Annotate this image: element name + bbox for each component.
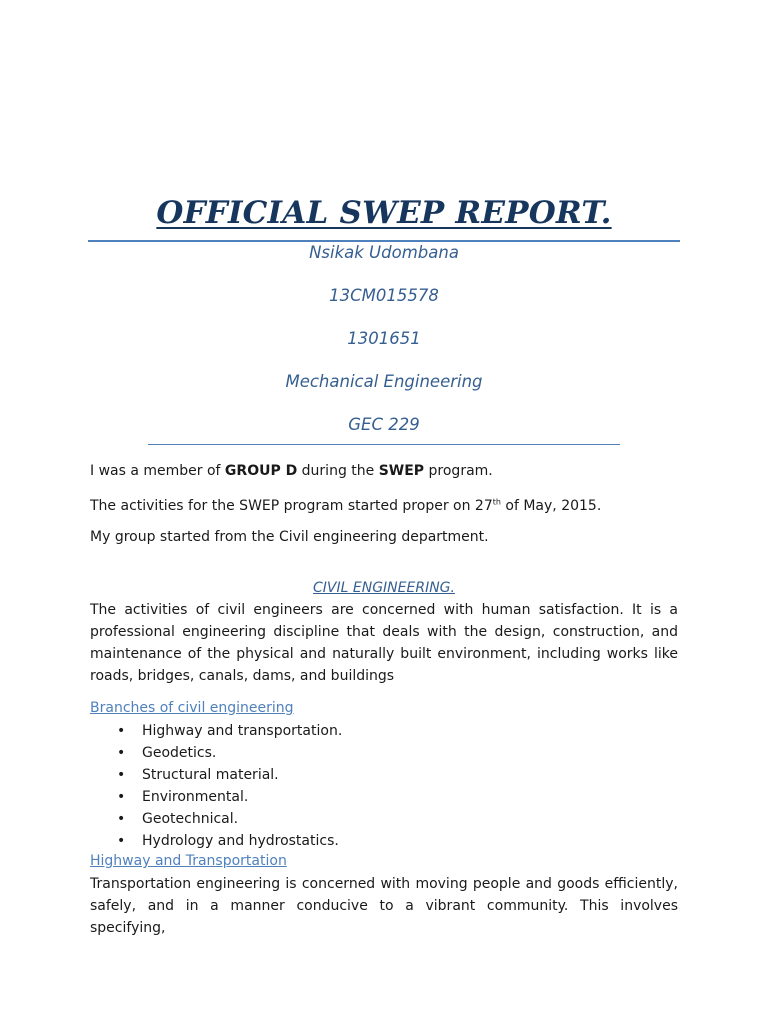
civil-engineering-paragraph: The activities of civil engineers are concerned with human satisfaction. It is a professional engineering discipline that deals with the design, construction, and maintenance of the physical and naturally built environment, including works like roads, bridges, canals, dams, and buildings [90, 602, 678, 684]
author-name: Nsikak Udombana [309, 243, 459, 262]
title-divider [88, 240, 680, 242]
branches-list [117, 720, 342, 852]
civil-engineering-heading: CIVIL ENGINEERING. [313, 580, 455, 596]
course-code: GEC 229 [348, 415, 420, 434]
highway-transportation-paragraph: Transportation engineering is concerned with moving people and goods efficiently, safely, and in a manner conducive to a vibrant community. This involves specifying, [90, 876, 678, 936]
branches-heading: Branches of civil engineering [90, 700, 294, 716]
swep-label: SWEP [378, 463, 425, 479]
list-item [117, 786, 342, 808]
intro-text: program. [424, 463, 493, 479]
bullet-icon: • [117, 833, 126, 849]
intro-line-department: My group started from the Civil engineering department. [90, 529, 489, 545]
list-item-label: Geotechnical. [142, 811, 239, 827]
matric-number: 13CM015578 [329, 286, 439, 305]
report-title: OFFICIAL SWEP REPORT. [156, 195, 612, 231]
list-item-label: Structural material. [142, 767, 279, 783]
list-item [117, 764, 342, 786]
bullet-icon: • [117, 745, 126, 761]
intro-text: The activities for the SWEP program started proper on 27 [90, 498, 493, 514]
intro-text: of May, 2015. [500, 498, 602, 514]
ordinal-suffix: th [492, 497, 501, 507]
bullet-icon: • [117, 811, 126, 827]
list-item [117, 742, 342, 764]
group-label: GROUP D [224, 463, 298, 479]
intro-line-start-date [90, 498, 678, 514]
list-item-label: Environmental. [142, 789, 249, 805]
list-item [117, 830, 342, 852]
list-item-label: Geodetics. [142, 745, 217, 761]
bullet-icon: • [117, 767, 126, 783]
department-name: Mechanical Engineering [285, 372, 483, 391]
intro-text: during the [297, 463, 379, 479]
registration-number: 1301651 [347, 329, 421, 348]
list-item-label: Hydrology and hydrostatics. [142, 833, 339, 849]
list-item [117, 720, 342, 742]
intro-text: I was a member of [90, 463, 225, 479]
intro-line-group [90, 463, 678, 479]
header-divider [148, 444, 620, 445]
bullet-icon: • [117, 723, 126, 739]
bullet-icon: • [117, 789, 126, 805]
list-item [117, 808, 342, 830]
list-item-label: Highway and transportation. [142, 723, 343, 739]
highway-transportation-heading: Highway and Transportation [90, 853, 287, 869]
